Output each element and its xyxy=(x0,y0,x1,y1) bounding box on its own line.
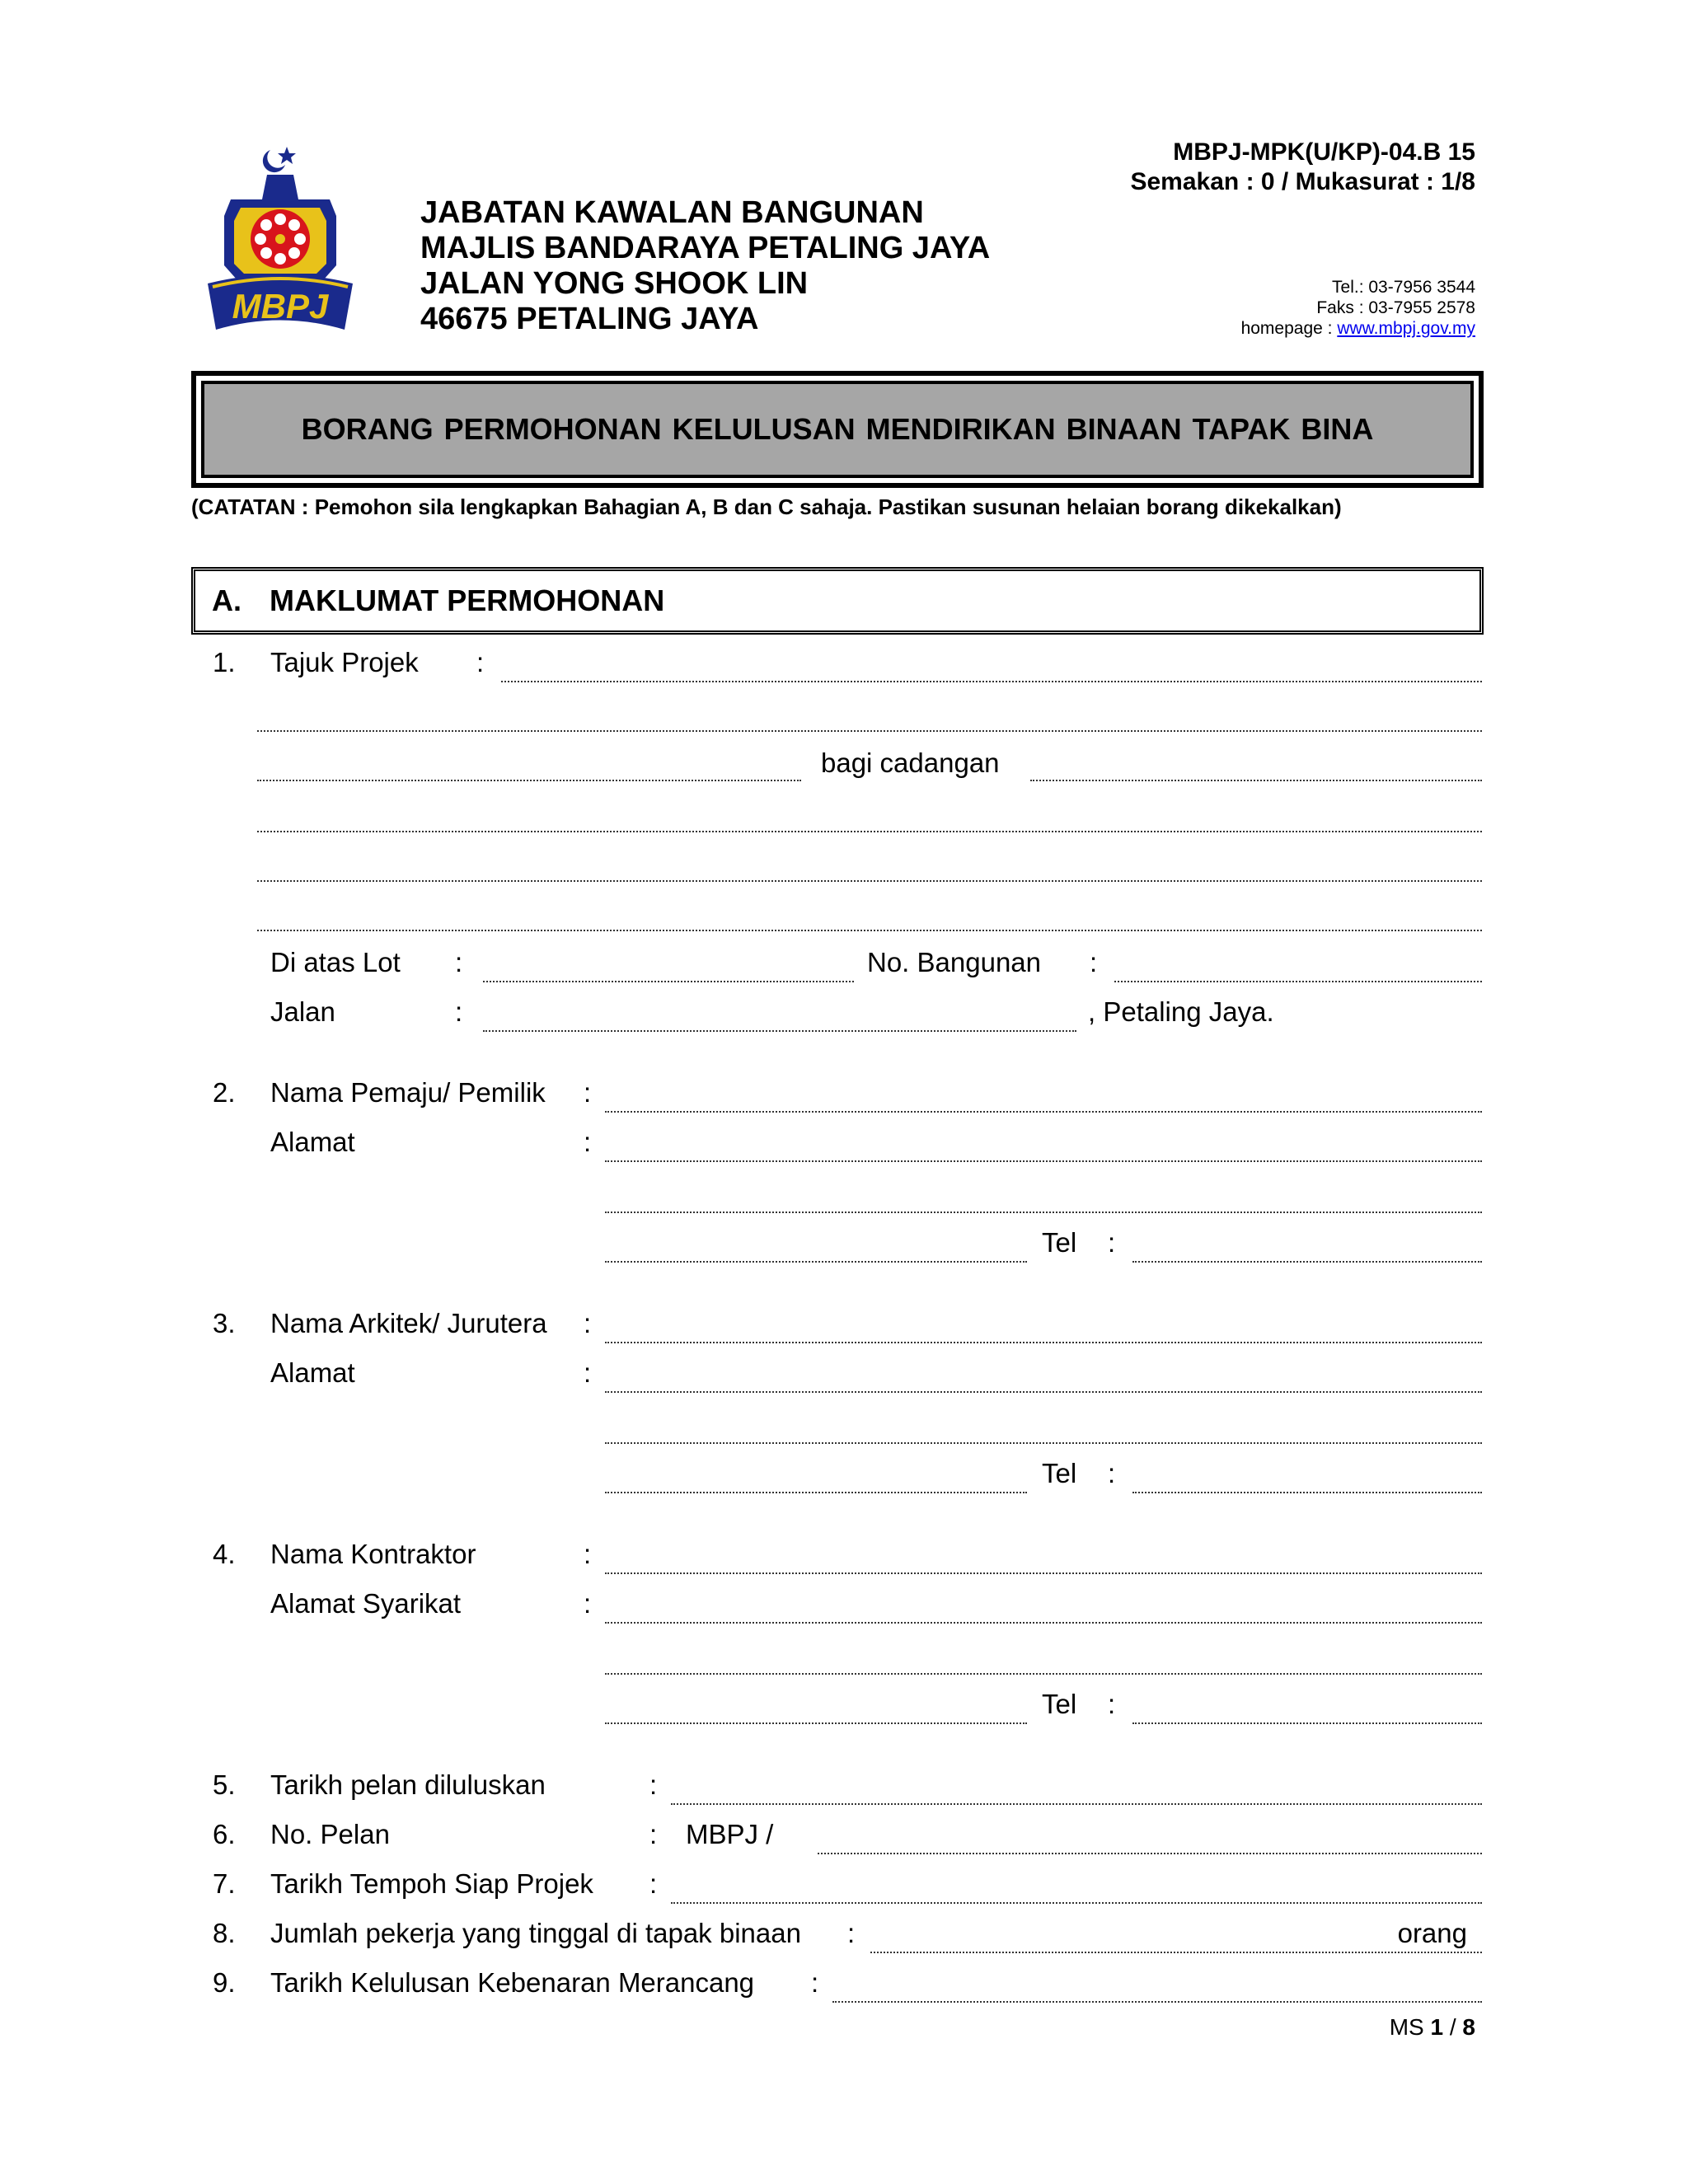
contractor-colon: : xyxy=(584,1539,592,1569)
page-current: 1 xyxy=(1430,2014,1444,2040)
plan-no-label: No. Pelan xyxy=(270,1819,390,1849)
proposal-field-4[interactable] xyxy=(257,930,1482,931)
org-line-4: 46675 PETALING JAYA xyxy=(420,302,759,336)
architect-address-field-3[interactable] xyxy=(605,1492,1027,1493)
developer-address-field-1[interactable] xyxy=(605,1160,1482,1162)
planning-permission-date-label: Tarikh Kelulusan Kebenaran Merancang xyxy=(270,1967,755,1998)
architect-label: Nama Arkitek/ Jurutera xyxy=(270,1308,547,1338)
proposal-field-3[interactable] xyxy=(257,880,1482,882)
form-note: (CATATAN : Pemohon sila lengkapkan Bahagian A, B dan C sahaja. Pastikan susunan helaian borang dikekalkan) xyxy=(191,494,1342,519)
developer-address-colon: : xyxy=(584,1127,592,1157)
homepage-link[interactable]: www.mbpj.gov.my xyxy=(1337,319,1475,338)
developer-colon: : xyxy=(584,1077,592,1108)
section-a-letter: A. xyxy=(212,583,241,617)
contractor-tel-field[interactable] xyxy=(1132,1722,1482,1724)
company-address-field-1[interactable] xyxy=(605,1622,1482,1624)
developer-label: Nama Pemaju/ Pemilik xyxy=(270,1077,546,1108)
form-reference: MBPJ-MPK(U/KP)-04.B 15 xyxy=(1173,138,1475,166)
road-field[interactable] xyxy=(483,1030,1076,1032)
architect-address-colon: : xyxy=(584,1357,592,1388)
contractor-tel-colon: : xyxy=(1108,1689,1116,1719)
building-no-label: No. Bangunan xyxy=(867,947,1042,977)
developer-address-label: Alamat xyxy=(270,1127,355,1157)
proposal-field-1[interactable] xyxy=(1030,780,1482,781)
contractor-name-field[interactable] xyxy=(605,1572,1482,1574)
planning-permission-date-colon: : xyxy=(811,1967,819,1998)
planning-permission-date-field[interactable] xyxy=(832,2001,1482,2003)
lot-label: Di atas Lot xyxy=(270,947,401,977)
contractor-tel-label: Tel xyxy=(1042,1689,1077,1719)
completion-date-colon: : xyxy=(649,1868,658,1899)
page-number xyxy=(1390,2014,1475,2041)
architect-address-label: Alamat xyxy=(270,1357,355,1388)
plan-approved-date-colon: : xyxy=(649,1769,658,1800)
lot-colon: : xyxy=(455,947,463,977)
item-8-number: 8. xyxy=(213,1918,236,1948)
item-4-number: 4. xyxy=(213,1539,236,1569)
developer-tel-colon: : xyxy=(1108,1227,1116,1258)
revision-info: Semakan : 0 / Mukasurat : 1/8 xyxy=(1130,168,1475,195)
tel-info: Tel.: 03-7956 3544 xyxy=(1332,278,1475,297)
page-separator: / xyxy=(1443,2014,1463,2040)
petaling-jaya-suffix: , Petaling Jaya. xyxy=(1088,996,1274,1027)
completion-date-field[interactable] xyxy=(671,1902,1482,1904)
svg-text:MBPJ: MBPJ xyxy=(232,287,329,326)
org-line-2: MAJLIS BANDARAYA PETALING JAYA xyxy=(420,231,991,265)
building-no-field[interactable] xyxy=(1114,981,1482,982)
architect-address-field-1[interactable] xyxy=(605,1391,1482,1393)
mbpj-logo xyxy=(198,142,363,340)
architect-tel-label: Tel xyxy=(1042,1458,1077,1488)
proposal-field-2[interactable] xyxy=(257,831,1482,832)
company-address-field-2[interactable] xyxy=(605,1673,1482,1675)
plan-no-colon: : xyxy=(649,1819,658,1849)
plan-no-prefix: MBPJ / xyxy=(686,1819,774,1849)
homepage-info xyxy=(1241,318,1475,339)
plan-no-field[interactable] xyxy=(818,1853,1482,1854)
architect-tel-colon: : xyxy=(1108,1458,1116,1488)
contractor-label: Nama Kontraktor xyxy=(270,1539,476,1569)
item-5-number: 5. xyxy=(213,1769,236,1800)
plan-approved-date-field[interactable] xyxy=(671,1803,1482,1805)
plan-approved-date-label: Tarikh pelan diluluskan xyxy=(270,1769,546,1800)
fax-info: Faks : 03-7955 2578 xyxy=(1316,298,1475,317)
section-a-header xyxy=(191,567,1484,635)
company-address-colon: : xyxy=(584,1588,592,1619)
item-7-number: 7. xyxy=(213,1868,236,1899)
workers-count-label: Jumlah pekerja yang tinggal di tapak binaan xyxy=(270,1918,801,1948)
architect-tel-field[interactable] xyxy=(1132,1492,1482,1493)
workers-count-colon: : xyxy=(847,1918,856,1948)
completion-date-label: Tarikh Tempoh Siap Projek xyxy=(270,1868,593,1899)
company-address-field-3[interactable] xyxy=(605,1722,1027,1724)
form-title-box xyxy=(191,371,1484,488)
road-colon: : xyxy=(455,996,463,1027)
bagi-cadangan-label: bagi cadangan xyxy=(821,748,1000,778)
developer-tel-field[interactable] xyxy=(1132,1261,1482,1263)
workers-count-unit: orang xyxy=(1397,1918,1467,1948)
project-title-field-3[interactable] xyxy=(257,780,801,781)
architect-name-field[interactable] xyxy=(605,1342,1482,1343)
lot-field[interactable] xyxy=(483,981,854,982)
project-title-field[interactable] xyxy=(501,681,1482,682)
project-title-field-2[interactable] xyxy=(257,730,1482,732)
developer-name-field[interactable] xyxy=(605,1111,1482,1113)
page-total: 8 xyxy=(1462,2014,1475,2040)
developer-address-field-3[interactable] xyxy=(605,1261,1027,1263)
developer-address-field-2[interactable] xyxy=(605,1212,1482,1213)
homepage-label: homepage : xyxy=(1240,319,1338,338)
item-1-label: Tajuk Projek xyxy=(270,647,419,677)
item-3-number: 3. xyxy=(213,1308,236,1338)
item-9-number: 9. xyxy=(213,1967,236,1998)
item-6-number: 6. xyxy=(213,1819,236,1849)
item-2-number: 2. xyxy=(213,1077,236,1108)
org-line-1: JABATAN KAWALAN BANGUNAN xyxy=(420,195,924,230)
item-1-colon: : xyxy=(476,647,485,677)
workers-count-field[interactable] xyxy=(870,1952,1482,1953)
building-no-colon: : xyxy=(1090,947,1098,977)
architect-address-field-2[interactable] xyxy=(605,1442,1482,1444)
form-title: BORANG PERMOHONAN KELULUSAN MENDIRIKAN BINAAN TAPAK BINA xyxy=(201,381,1474,478)
page-number-label: MS xyxy=(1389,2014,1431,2040)
architect-colon: : xyxy=(584,1308,592,1338)
item-1-number: 1. xyxy=(213,647,236,677)
road-label: Jalan xyxy=(270,996,335,1027)
org-line-3: JALAN YONG SHOOK LIN xyxy=(420,266,809,301)
section-a-heading: MAKLUMAT PERMOHONAN xyxy=(270,583,665,617)
developer-tel-label: Tel xyxy=(1042,1227,1077,1258)
company-address-label: Alamat Syarikat xyxy=(270,1588,462,1619)
